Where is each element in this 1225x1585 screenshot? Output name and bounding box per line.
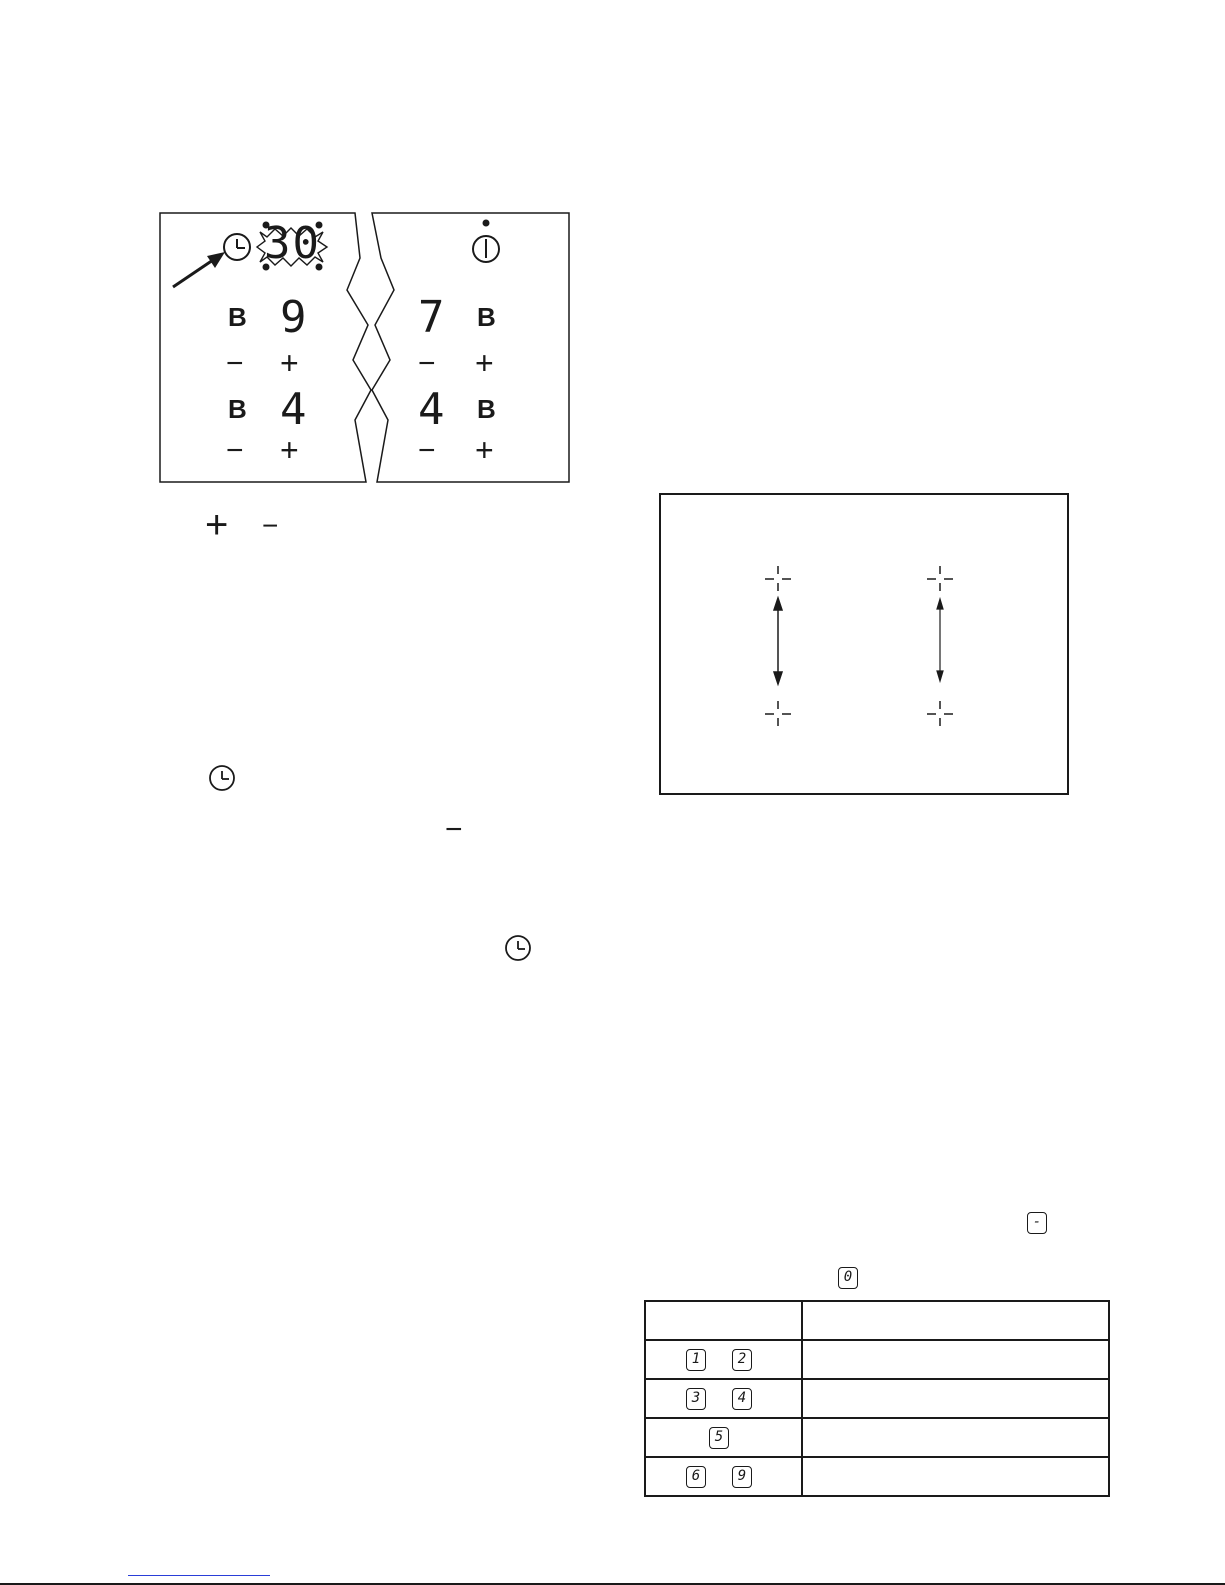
level-key-symbol: 5 [709, 1427, 729, 1449]
minus-symbol: − [445, 813, 463, 846]
zone-indicator-letter: B [228, 394, 247, 424]
table-row [645, 1379, 1109, 1418]
plus-symbol: + [205, 503, 229, 547]
plus-button[interactable]: + [280, 345, 299, 381]
table-header-cell [802, 1301, 1109, 1340]
minus-button[interactable]: − [226, 434, 244, 467]
table-header-row [645, 1301, 1109, 1340]
zone-power-level: 9 [280, 292, 307, 343]
plus-button[interactable]: + [475, 345, 494, 381]
timer-display: 30 [264, 218, 321, 269]
footer-link-underline[interactable] [128, 1575, 270, 1576]
zone-power-level: 4 [280, 384, 307, 435]
level-key-symbol: 4 [732, 1388, 752, 1410]
zero-key-symbol: 0 [838, 1267, 858, 1289]
clock-icon[interactable] [224, 234, 250, 260]
level-key-symbol: 6 [686, 1466, 706, 1488]
minus-button[interactable]: − [418, 434, 436, 467]
level-key-symbol: 1 [686, 1349, 706, 1371]
clock-icon [207, 763, 237, 793]
table-header-cell [645, 1301, 802, 1340]
zone-indicator-letter: B [477, 394, 496, 424]
minus-button[interactable]: − [226, 347, 244, 380]
plus-button[interactable]: + [475, 432, 494, 468]
minus-symbol: − [262, 510, 279, 541]
power-icon[interactable] [473, 220, 499, 263]
zone-power-level: 4 [418, 384, 445, 435]
table-row [645, 1418, 1109, 1457]
zone-indicator-letter: B [477, 302, 496, 332]
table-cell [802, 1457, 1109, 1496]
minus-button[interactable]: − [418, 347, 436, 380]
zone-power-level: 7 [418, 292, 445, 343]
table-row [645, 1457, 1109, 1496]
power-level-table [644, 1300, 1110, 1497]
minus-key-symbol: - [1027, 1212, 1047, 1234]
arrow-icon [173, 252, 225, 287]
control-panel-illustration [155, 210, 575, 490]
level-key-symbol: 2 [732, 1349, 752, 1371]
cooking-zones-diagram [658, 492, 1078, 802]
plus-button[interactable]: + [280, 432, 299, 468]
table-cell [802, 1418, 1109, 1457]
double-arrow-icon [937, 599, 943, 681]
table-row [645, 1340, 1109, 1379]
level-key-symbol: 9 [732, 1466, 752, 1488]
table-cell [802, 1340, 1109, 1379]
level-key-symbol: 3 [686, 1388, 706, 1410]
clock-icon [503, 933, 533, 963]
table-cell [802, 1379, 1109, 1418]
double-arrow-icon [774, 598, 782, 684]
zone-indicator-letter: B [228, 302, 247, 332]
